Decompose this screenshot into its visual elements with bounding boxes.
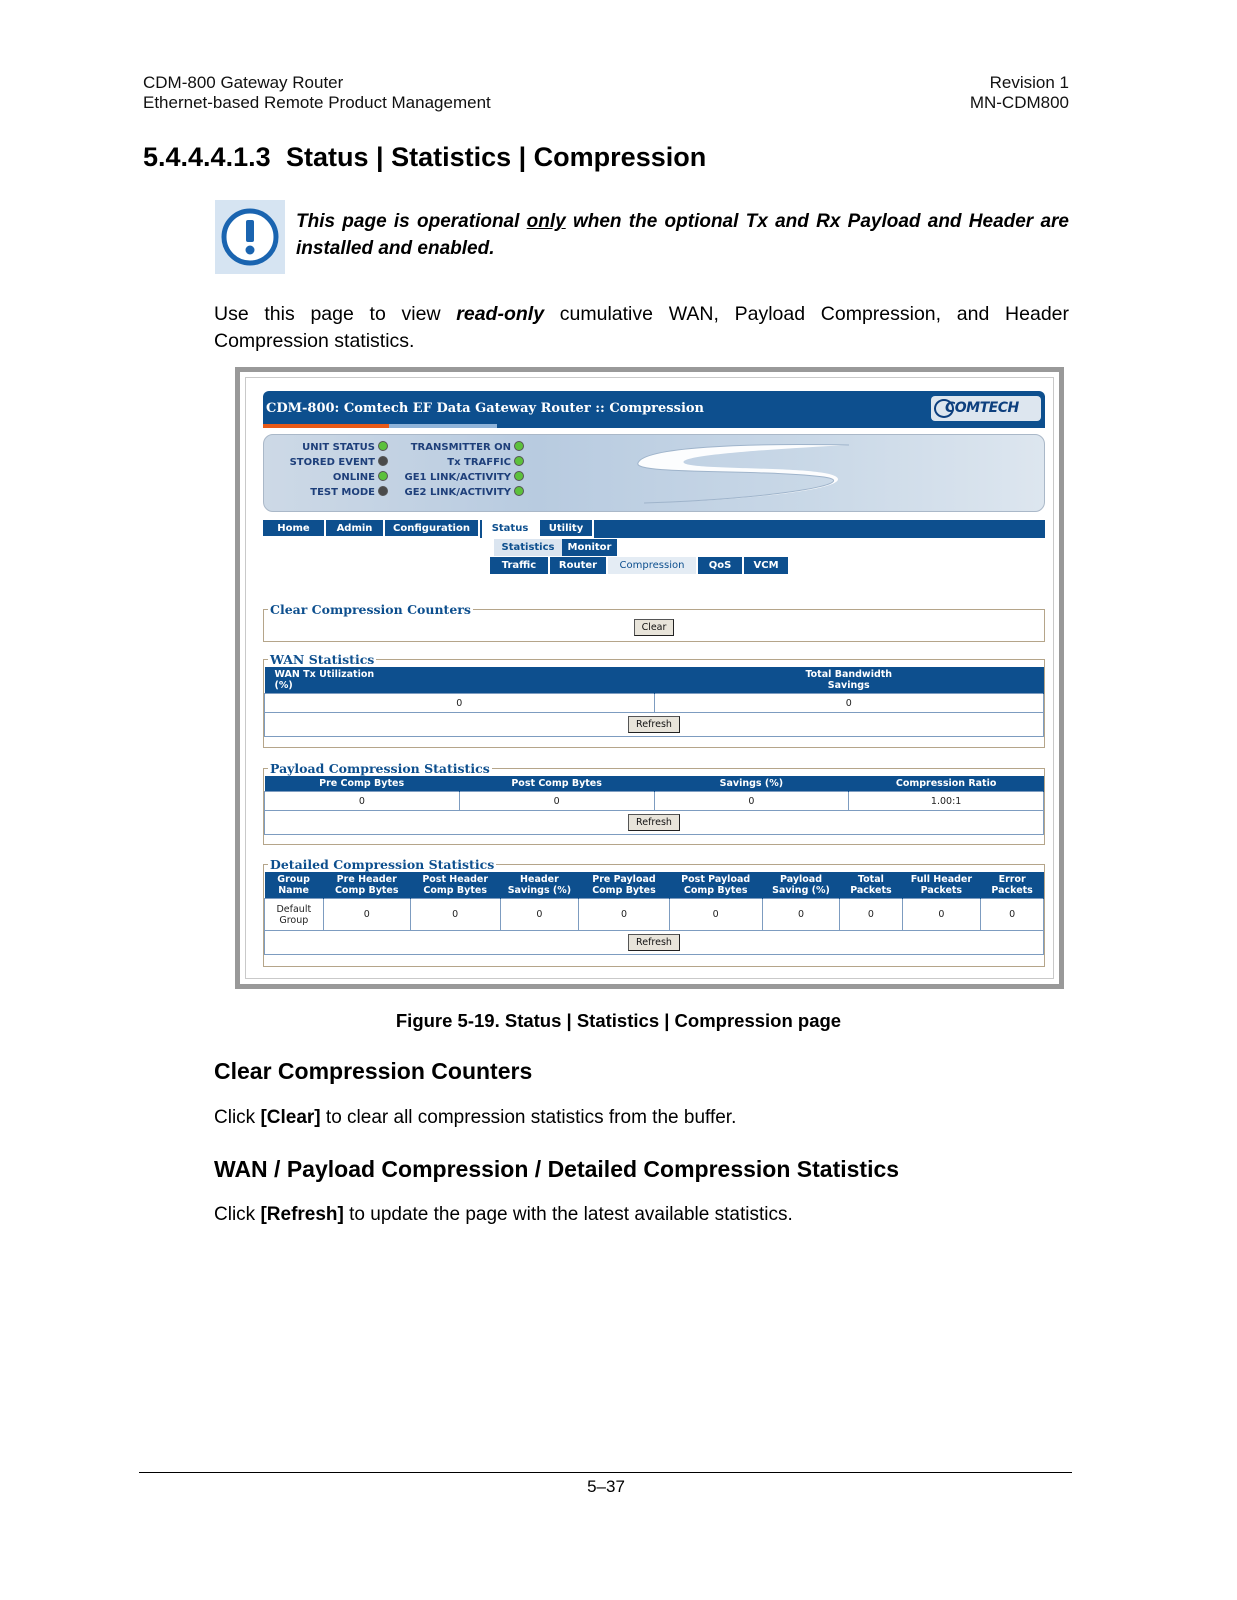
doc-revision: Revision 1 [989,73,1069,92]
intro-paragraph [214,301,1069,355]
indicator-online [272,471,388,483]
led-green-icon [514,441,524,451]
col-full-header-packets: Full Header Packets [902,872,981,899]
indicator-label: TRANSMITTER ON [410,442,511,453]
error-packets-value: 0 [981,899,1044,931]
subtab-qos[interactable]: QoS [698,557,742,574]
indicator-tx-traffic [392,456,524,468]
clear-description [214,1107,736,1129]
total-bandwidth-savings-value: 0 [654,694,1044,713]
clear-desc-start: Click [214,1107,261,1128]
wan-refresh-button[interactable]: Refresh [628,716,680,733]
total-packets-value: 0 [840,899,902,931]
window-title-bar [263,391,1045,428]
payload-refresh-row [264,811,1044,835]
indicator-stored-event [272,456,388,468]
section-number: 5.4.4.4.1.3 [143,142,271,172]
col-error-packets: Error Packets [981,872,1044,899]
section-title [143,142,706,173]
section-name: Status | Statistics | Compression [286,142,707,172]
full-header-packets-value: 0 [902,899,981,931]
refresh-description [214,1204,793,1226]
subtab-statistics[interactable]: Statistics [494,539,562,556]
group-name-value: Default Group [265,899,324,931]
subtab-traffic[interactable]: Traffic [490,557,548,574]
table-row [265,694,1044,713]
wan-tx-utilization-value: 0 [265,694,655,713]
led-dark-icon [378,456,388,466]
tab-status[interactable]: Status [482,520,540,538]
indicator-label: ONLINE [332,472,375,483]
page-number: 5–37 [587,1477,625,1496]
indicator-ge2-link [392,486,524,498]
col-post-payload-comp-bytes: Post Payload Comp Bytes [669,872,762,899]
col-header-savings: Header Savings (%) [500,872,579,899]
detailed-statistics-legend: Detailed Compression Statistics [270,857,495,872]
savings-value: 0 [654,792,849,811]
indicator-label: GE2 LINK/ACTIVITY [404,487,511,498]
logo-text: COMTECH [945,400,1019,416]
notice-text-start: This page is operational [296,211,527,232]
led-green-icon [514,471,524,481]
subtab-vcm[interactable]: VCM [744,557,788,574]
tab-utility[interactable]: Utility [540,520,594,538]
comtech-logo [931,396,1041,421]
indicator-label: UNIT STATUS [302,442,375,453]
indicator-label: STORED EVENT [289,457,375,468]
notice-text [296,208,1069,262]
heading-statistics: WAN / Payload Compression / Detailed Compression Statistics [214,1156,900,1182]
clear-desc-end: to clear all compression statistics from the buffer. [320,1107,737,1128]
col-post-header-comp-bytes: Post Header Comp Bytes [410,872,500,899]
figure-screenshot [235,367,1064,989]
pre-header-comp-bytes-value: 0 [323,899,410,931]
col-post-comp-bytes: Post Comp Bytes [459,776,654,792]
detailed-refresh-button[interactable]: Refresh [628,934,680,951]
notice-text-emphasis: only [526,211,566,232]
refresh-desc-end: to update the page with the latest available statistics. [343,1204,793,1225]
col-total-packets: Total Packets [840,872,902,899]
clear-button[interactable]: Clear [634,619,675,636]
led-green-icon [514,456,524,466]
table-row [265,899,1044,931]
doc-manual-number: MN-CDM800 [969,93,1069,112]
indicator-label: GE1 LINK/ACTIVITY [404,472,511,483]
led-dark-icon [378,486,388,496]
status-indicator-panel [263,434,1045,512]
col-payload-saving: Payload Saving (%) [762,872,840,899]
post-comp-bytes-value: 0 [459,792,654,811]
col-total-bandwidth-savings: Total Bandwidth Savings [654,667,1044,694]
tab-home[interactable]: Home [263,520,326,538]
indicator-unit-status [272,441,388,453]
tab-admin[interactable]: Admin [326,520,385,538]
col-group-name: Group Name [265,872,324,899]
doc-header-right [970,73,1069,113]
led-green-icon [378,471,388,481]
clear-desc-button-ref: [Clear] [260,1107,321,1128]
swoosh-graphic [624,441,854,507]
wan-statistics-legend: WAN Statistics [270,652,375,667]
pre-comp-bytes-value: 0 [265,792,460,811]
col-pre-header-comp-bytes: Pre Header Comp Bytes [323,872,410,899]
indicator-label: TEST MODE [310,487,375,498]
led-green-icon [378,441,388,451]
footer-divider [139,1472,1072,1473]
accent-stripe-orange [263,424,389,428]
heading-clear-counters: Clear Compression Counters [214,1058,533,1084]
important-notice [215,200,1069,274]
wan-refresh-row [264,713,1044,737]
col-wan-tx-utilization: WAN Tx Utilization (%) [265,667,655,694]
payload-saving-value: 0 [762,899,840,931]
header-savings-value: 0 [500,899,579,931]
detailed-statistics-table [264,872,1044,931]
clear-counters-legend: Clear Compression Counters [270,602,471,617]
figure-caption: Figure 5-19. Status | Statistics | Compression page [395,1010,842,1031]
detailed-statistics-section [263,857,1045,967]
col-savings: Savings (%) [654,776,849,792]
important-icon [215,200,285,274]
payload-statistics-legend: Payload Compression Statistics [270,761,490,776]
refresh-desc-button-ref: [Refresh] [260,1204,344,1225]
tab-configuration[interactable]: Configuration [385,520,480,538]
led-green-icon [514,486,524,496]
payload-refresh-button[interactable]: Refresh [628,814,680,831]
post-payload-comp-bytes-value: 0 [669,899,762,931]
wan-statistics-section [263,652,1045,748]
post-header-comp-bytes-value: 0 [410,899,500,931]
detailed-refresh-row [264,931,1044,955]
payload-statistics-table [264,776,1044,811]
payload-statistics-section [263,761,1045,845]
intro-emphasis: read-only [456,303,545,325]
subtab-monitor[interactable]: Monitor [562,539,617,556]
intro-end: cumulative WAN, Payload Compression, and Header Compression statistics. [214,303,1069,352]
pre-payload-comp-bytes-value: 0 [579,899,669,931]
col-pre-payload-comp-bytes: Pre Payload Comp Bytes [579,872,669,899]
doc-product-name: CDM-800 Gateway Router [143,73,344,92]
table-row [265,792,1044,811]
accent-stripe-blue [389,424,497,428]
doc-header-left [143,73,491,113]
window-title: CDM-800: Comtech EF Data Gateway Router :: Compression [266,401,705,416]
refresh-desc-start: Click [214,1204,261,1225]
compression-ratio-value: 1.00:1 [849,792,1044,811]
indicator-test-mode [272,486,388,498]
indicator-label: Tx TRAFFIC [447,457,511,468]
notice-text-end: when the optional Tx and Rx Payload and Header are installed and enabled. [296,211,1069,259]
indicator-transmitter-on [392,441,524,453]
doc-chapter-name: Ethernet-based Remote Product Management [143,93,491,112]
browser-page [245,377,1054,979]
col-compression-ratio: Compression Ratio [849,776,1044,792]
clear-counters-section [263,602,1045,642]
indicator-ge1-link [392,471,524,483]
subtab-router[interactable]: Router [550,557,606,574]
wan-statistics-table [264,667,1044,713]
main-nav-bar [263,520,1045,538]
subtab-compression[interactable]: Compression [608,557,696,574]
intro-start: Use this page to view [214,303,457,325]
col-pre-comp-bytes: Pre Comp Bytes [265,776,460,792]
